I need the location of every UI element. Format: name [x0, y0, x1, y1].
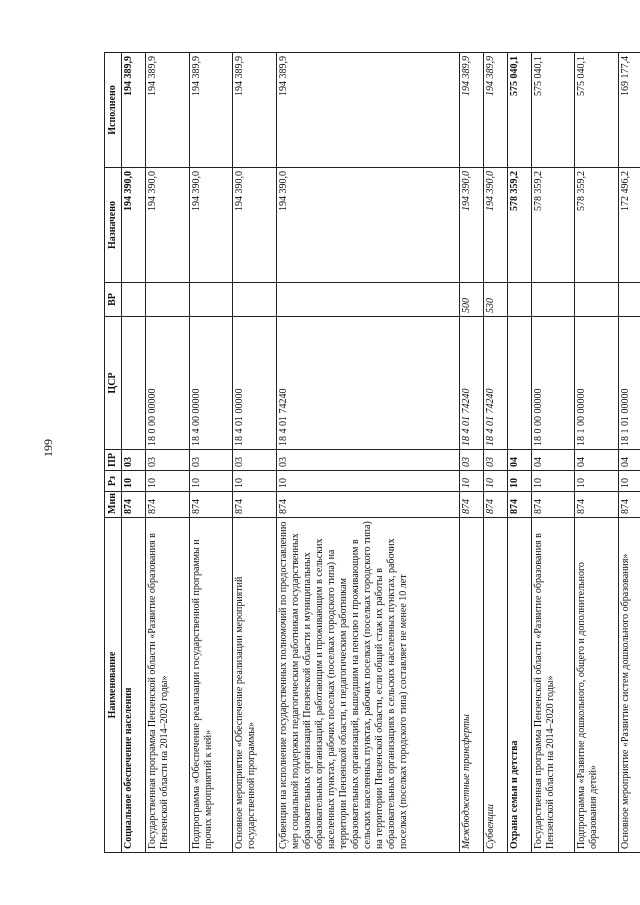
- row-pr: 03: [459, 450, 483, 471]
- row-csr: 18 1 00 00000: [575, 317, 618, 450]
- row-pr: 04: [507, 450, 531, 471]
- row-vr: [531, 283, 574, 317]
- row-vr: [618, 283, 640, 317]
- page-number: 199: [41, 439, 55, 457]
- row-min: 874: [189, 492, 232, 518]
- table-row: [233, 53, 276, 853]
- row-name: Основное мероприятие «Обеспечение реализации мероприятий государственной программы»: [233, 518, 276, 853]
- row-pr: 03: [189, 450, 232, 471]
- row-plan: 194 390,0: [459, 168, 483, 283]
- table-row: [531, 53, 574, 853]
- table-header-row: [105, 53, 122, 853]
- table-row: [618, 53, 640, 853]
- row-min: 874: [483, 492, 507, 518]
- header-pr: ПР: [105, 450, 122, 471]
- header-name: Наименование: [105, 518, 122, 853]
- row-name: Государственная программа Пензенской области «Развитие образования в Пензенской области на 2014–2020 годы»: [146, 518, 189, 853]
- table-row: [483, 53, 507, 853]
- row-min: 874: [618, 492, 640, 518]
- row-vr: [507, 283, 531, 317]
- row-min: 874: [122, 492, 146, 518]
- row-csr: 18 4 01 74240: [459, 317, 483, 450]
- row-rz: 10: [575, 471, 618, 492]
- row-plan: 194 390,0: [189, 168, 232, 283]
- row-csr: 18 4 00 00000: [189, 317, 232, 450]
- row-plan: 194 390,0: [146, 168, 189, 283]
- budget-table-container: [104, 53, 640, 853]
- row-vr: [146, 283, 189, 317]
- row-min: 874: [276, 492, 459, 518]
- row-csr: [122, 317, 146, 450]
- row-plan: 194 390,0: [276, 168, 459, 283]
- header-plan: Назначено: [105, 168, 122, 283]
- table-row: [575, 53, 618, 853]
- row-rz: 10: [459, 471, 483, 492]
- row-min: 874: [575, 492, 618, 518]
- row-csr: 18 0 00 00000: [146, 317, 189, 450]
- row-vr: [276, 283, 459, 317]
- row-exec: 194 389,9: [189, 53, 232, 168]
- row-exec: 194 389,9: [483, 53, 507, 168]
- row-rz: 10: [233, 471, 276, 492]
- row-exec: 575 040,1: [507, 53, 531, 168]
- row-vr: [122, 283, 146, 317]
- row-pr: 03: [146, 450, 189, 471]
- row-exec: 169 177,4: [618, 53, 640, 168]
- row-exec: 194 389,9: [459, 53, 483, 168]
- row-rz: 10: [276, 471, 459, 492]
- row-name: Субвенции на исполнение государственных полномочий по предоставлению мер социальной поддержки педагогическим работникам государственных образовательных организаций Пензенской области и муниципальных образовательных организаций, работающим и проживающим в сельских населенных пунктах, рабочих поселках (поселках городского типа) на территории Пензенской области, и педагогическим работникам образовательных организаций, вышедшим на пенсию и проживающим в сельских населенных пунктах, рабочих поселках (поселках городского типа) на территории Пензенской области, если общий стаж их работы в образовательных организациях в сельских населенных пунктах, рабочих поселках (поселках городского типа) составляет не менее 10 лет: [276, 518, 459, 853]
- row-pr: 04: [531, 450, 574, 471]
- row-vr: 500: [459, 283, 483, 317]
- header-min: Мин: [105, 492, 122, 518]
- row-min: 874: [531, 492, 574, 518]
- row-exec: 575 040,1: [575, 53, 618, 168]
- header-rz: Рз: [105, 471, 122, 492]
- table-row: [189, 53, 232, 853]
- row-rz: 10: [122, 471, 146, 492]
- budget-table: [104, 52, 640, 853]
- row-min: 874: [507, 492, 531, 518]
- header-csr: ЦСР: [105, 317, 122, 450]
- row-name: Основное мероприятие «Развитие систем дошкольного образования»: [618, 518, 640, 853]
- row-csr: 18 0 00 00000: [531, 317, 574, 450]
- row-vr: [233, 283, 276, 317]
- row-plan: 194 390,0: [483, 168, 507, 283]
- table-row: [276, 53, 459, 853]
- header-exec: Исполнено: [105, 53, 122, 168]
- row-exec: 194 389,9: [146, 53, 189, 168]
- row-csr: 18 4 01 74240: [276, 317, 459, 450]
- row-csr: [507, 317, 531, 450]
- row-name: Межбюджетные трансферты: [459, 518, 483, 853]
- row-plan: 172 496,2: [618, 168, 640, 283]
- row-rz: 10: [618, 471, 640, 492]
- row-rz: 10: [483, 471, 507, 492]
- row-plan: 578 359,2: [507, 168, 531, 283]
- row-rz: 10: [146, 471, 189, 492]
- row-name: Государственная программа Пензенской области «Развитие образования в Пензенской области на 2014–2020 годы»: [531, 518, 574, 853]
- row-min: 874: [146, 492, 189, 518]
- row-min: 874: [233, 492, 276, 518]
- row-name: Подпрограмма «Обеспечение реализации государственной программы и прочих мероприятий к ней»: [189, 518, 232, 853]
- row-min: 874: [459, 492, 483, 518]
- row-rz: 10: [531, 471, 574, 492]
- row-csr: 18 1 01 00000: [618, 317, 640, 450]
- row-name: Охрана семьи и детства: [507, 518, 531, 853]
- row-exec: 194 389,9: [233, 53, 276, 168]
- table-row: [459, 53, 483, 853]
- row-rz: 10: [189, 471, 232, 492]
- row-name: Подпрограмма «Развитие дошкольного, общего и дополнительного образования детей»: [575, 518, 618, 853]
- row-exec: 194 389,9: [276, 53, 459, 168]
- table-row: [507, 53, 531, 853]
- row-csr: 18 4 01 00000: [233, 317, 276, 450]
- table-row: [146, 53, 189, 853]
- row-vr: [189, 283, 232, 317]
- table-row: [122, 53, 146, 853]
- row-plan: 578 359,2: [531, 168, 574, 283]
- row-vr: 530: [483, 283, 507, 317]
- row-pr: 03: [122, 450, 146, 471]
- row-csr: 18 4 01 74240: [483, 317, 507, 450]
- row-pr: 03: [233, 450, 276, 471]
- row-pr: 04: [618, 450, 640, 471]
- row-plan: 194 390,0: [233, 168, 276, 283]
- header-vr: ВР: [105, 283, 122, 317]
- row-rz: 10: [507, 471, 531, 492]
- row-name: Субвенции: [483, 518, 507, 853]
- row-plan: 194 390,0: [122, 168, 146, 283]
- row-exec: 575 040,1: [531, 53, 574, 168]
- row-vr: [575, 283, 618, 317]
- row-exec: 194 389,9: [122, 53, 146, 168]
- row-name: Социальное обеспечение населения: [122, 518, 146, 853]
- row-pr: 04: [575, 450, 618, 471]
- row-pr: 03: [276, 450, 459, 471]
- row-pr: 03: [483, 450, 507, 471]
- row-plan: 578 359,2: [575, 168, 618, 283]
